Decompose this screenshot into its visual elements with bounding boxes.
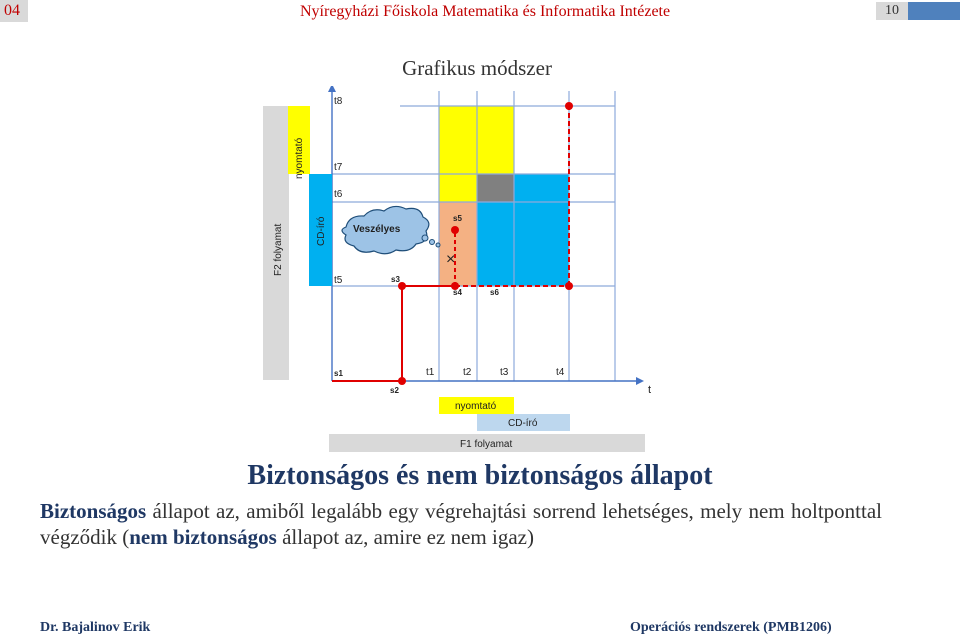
y-axis-arrow (328, 86, 336, 92)
printer-label-vertical: nyomtató (294, 137, 305, 179)
f1-process-label: F1 folyamat (460, 439, 513, 450)
body-bold-safe: Biztonságos (40, 499, 147, 523)
y-tick-t5: t5 (334, 275, 343, 286)
y-tick-t6: t6 (334, 189, 343, 200)
state-label-s5: s5 (453, 214, 462, 223)
diagram-title: Grafikus módszer (402, 56, 552, 80)
printer-label-horizontal: nyomtató (455, 401, 497, 412)
state-label-s1: s1 (334, 369, 343, 378)
x-tick-t3: t3 (500, 367, 509, 378)
state-label-s4: s4 (453, 288, 462, 297)
header-accent-bar (908, 2, 960, 20)
y-tick-t8: t8 (334, 96, 343, 107)
body-bold-unsafe: nem biztonságos (129, 525, 277, 549)
state-label-s3: s3 (391, 275, 400, 284)
region-cd-lower (477, 202, 514, 286)
page-number: 10 (876, 2, 908, 20)
state-point-top (565, 102, 573, 110)
body-text-1: állapot az, amiből legalább egy végrehajtási sorrend lehetséges, mely nem holtponttal végződik ( (40, 499, 882, 549)
header-title: Nyíregyházi Főiskola Matematika és Informatika Intézete (300, 3, 671, 20)
footer-author: Dr. Bajalinov Erik (40, 620, 151, 635)
region-printer-lower (439, 174, 477, 202)
cd-label-horizontal: CD-író (508, 418, 538, 429)
resource-graph-diagram (250, 86, 670, 456)
x-tick-t2: t2 (463, 367, 472, 378)
x-axis-arrow (636, 377, 644, 385)
slide-number: 04 (0, 0, 28, 22)
region-cd (514, 174, 569, 286)
state-point-s6 (565, 282, 573, 290)
body-paragraph (40, 498, 882, 550)
footer-course: Operációs rendszerek (PMB1206) (630, 620, 832, 635)
cd-label-vertical: CD-író (316, 216, 327, 246)
y-tick-t7: t7 (334, 162, 343, 173)
f2-process-label: F2 folyamat (273, 223, 284, 276)
danger-bubble-label: Veszélyes (353, 224, 401, 235)
x-tick-t1: t1 (426, 367, 435, 378)
state-point-s5 (451, 226, 459, 234)
region-overlap (477, 174, 514, 202)
x-tick-t4: t4 (556, 367, 565, 378)
x-axis-label: t (648, 384, 652, 396)
body-text-2: állapot az, amire ez nem igaz) (276, 525, 534, 549)
cross-mark: × (446, 251, 456, 268)
state-point-s2 (398, 377, 406, 385)
state-label-s2: s2 (390, 386, 399, 395)
section-title: Biztonságos és nem biztonságos állapot (247, 460, 713, 491)
state-label-s6: s6 (490, 288, 499, 297)
